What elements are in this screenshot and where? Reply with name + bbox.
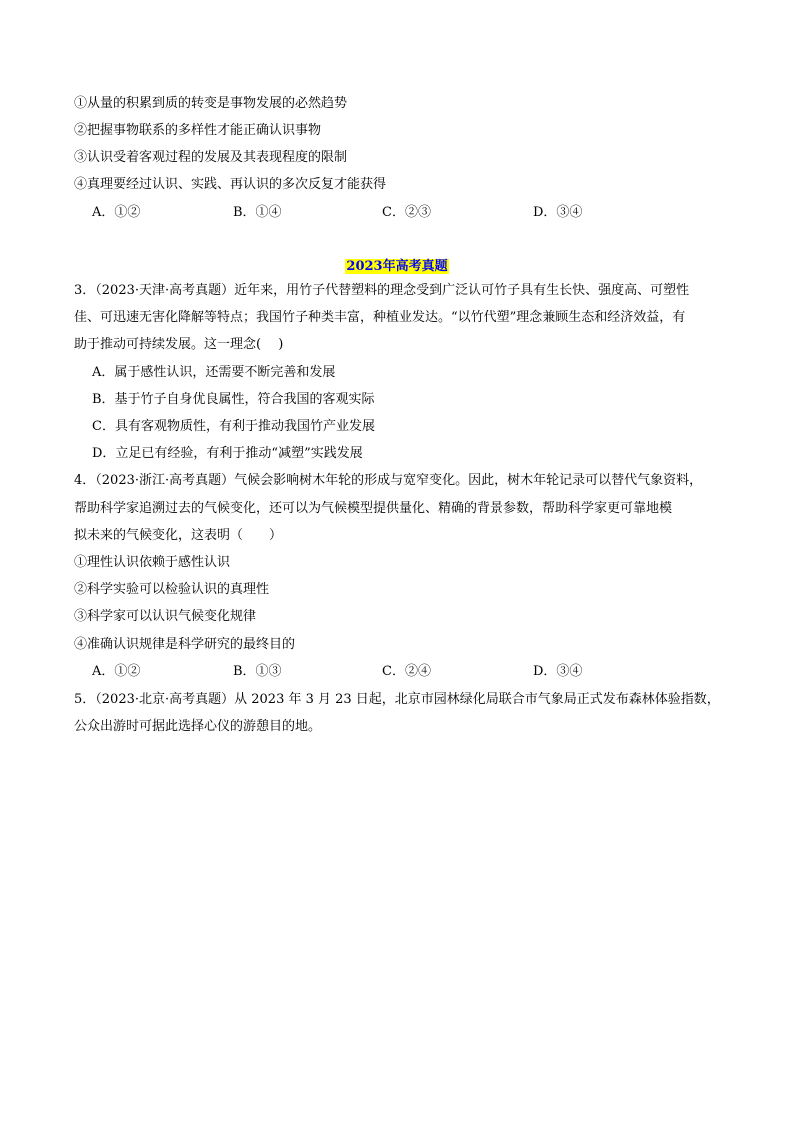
q3-stem-line-3: 助于推动可持续发展。这一理念( ): [74, 337, 284, 352]
q4-statement-4: ④准确认识规律是科学研究的最终目的: [74, 637, 296, 652]
q2-option-c: C．②③: [382, 205, 431, 220]
q4-stem-line-1: 4．（2023·浙江·高考真题）气候会影响树木年轮的形成与宽窄变化。因此，树木年轮记录可以替代气象资料，: [74, 473, 703, 488]
q4-stem-line-3: 拟未来的气候变化，这表明（ ）: [74, 528, 283, 543]
q4-option-b: B．①③: [233, 664, 282, 679]
q2-option-b: B．①④: [233, 205, 282, 220]
q5-stem-line-2: 公众出游时可据此选择心仪的游憩目的地。: [74, 719, 322, 734]
q4-option-c: C．②④: [382, 664, 431, 679]
q3-stem-line-2: 佳、可迅速无害化降解等特点；我国竹子种类丰富，种植业发达。“以竹代塑”理念兼顾生态和经济效益，有: [74, 310, 686, 325]
q2-statement-2: ②把握事物联系的多样性才能正确认识事物: [74, 123, 322, 138]
q3-option-c: C．具有客观物质性，有利于推动我国竹产业发展: [92, 419, 375, 434]
q4-statement-1: ①理性认识依赖于感性认识: [74, 555, 231, 570]
q4-stem-line-2: 帮助科学家追溯过去的气候变化，还可以为气候模型提供量化、精确的背景参数，帮助科学家更可靠地模: [74, 501, 673, 516]
section-heading: [0, 255, 794, 275]
q4-option-a: A．①②: [92, 664, 141, 679]
q2-option-a: A．①②: [92, 205, 141, 220]
q3-option-d: D．立足已有经验，有利于推动“减塑”实践发展: [92, 446, 363, 461]
q4-statement-2: ②科学实验可以检验认识的真理性: [74, 582, 270, 597]
q3-option-a: A．属于感性认识，还需要不断完善和发展: [92, 365, 336, 380]
q3-option-b: B．基于竹子自身优良属性，符合我国的客观实际: [92, 392, 375, 407]
q4-option-d: D．③④: [533, 664, 583, 679]
q3-stem-line-1: 3．（2023·天津·高考真题）近年来，用竹子代替塑料的理念受到广泛认可竹子具有生长快、强度高、可塑性: [74, 283, 690, 298]
section-heading-text: 2023年高考真题: [346, 259, 448, 274]
q2-option-d: D．③④: [533, 205, 583, 220]
q4-statement-3: ③科学家可以认识气候变化规律: [74, 609, 257, 624]
q2-statement-1: ①从量的积累到质的转变是事物发展的必然趋势: [74, 96, 348, 111]
q5-stem-line-1: 5．（2023·北京·高考真题）从 2023 年 3 月 23 日起，北京市园林绿化局联合市气象局正式发布森林体验指数，: [74, 692, 720, 707]
q2-statement-3: ③认识受着客观过程的发展及其表现程度的限制: [74, 150, 348, 165]
q2-statement-4: ④真理要经过认识、实践、再认识的多次反复才能获得: [74, 177, 387, 192]
